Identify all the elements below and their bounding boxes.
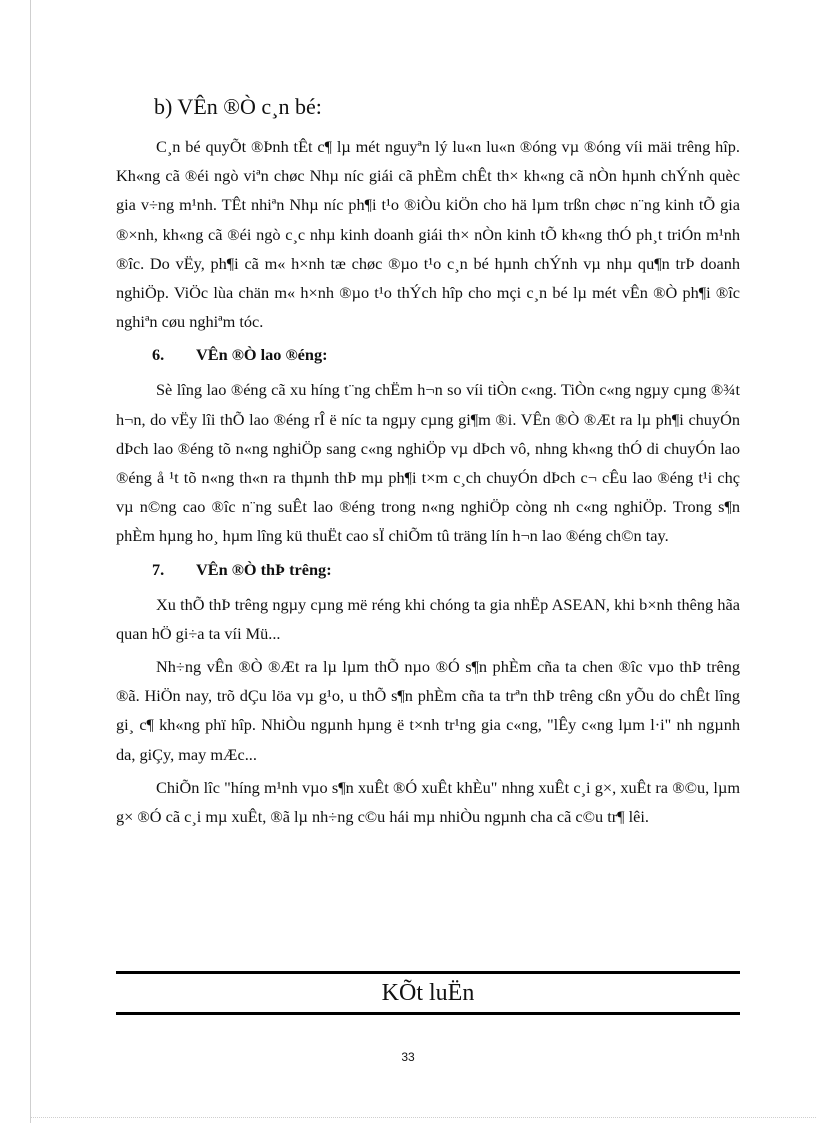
- subsection-heading-b: b) VÊn ®Ò c¸n bé:: [154, 94, 322, 119]
- section-7-paragraph-3: ChiÕn lîc "híng m¹nh vµo s¶n xuÊt ®Ó xuÊt khÈu" nhng xuÊt c¸i g×, xuÊt ra ®©u, lµm g× ®Ó cã c¸i mµ xuÊt, ®ã lµ nh÷ng c©u hái mµ nhiÒu ngµnh cha cã c©u tr¶ lêi.: [116, 777, 740, 827]
- conclusion-header: [116, 971, 740, 1015]
- section-7-heading: [152, 556, 740, 584]
- section-6-paragraph: Sè lîng lao ®éng cã xu híng t¨ng chËm h¬n so víi tiÒn c«ng. TiÒn c«ng ngµy cµng ®¾t h¬n, do vËy lîi thÕ lao ®éng rÎ ë níc ta ngµy cµng gi¶m ®i. VÊn ®Ò ®Æt ra lµ ph¶i chuyÓn dÞch lao ®éng tõ n«ng nghiÖp sang c«ng nghiÖp vµ dÞch vô, nhng kh«ng thÓ di chuyÓn lao ®éng å ¹t tõ n«ng th«n ra thµnh thÞ mµ ph¶i t×m c¸ch chuyÓn dÞch c¬ cÊu lao ®éng t¹i chç vµ n©ng cao ®îc n¨ng suÊt lao ®éng trong n«ng nghiÖp còng nh c«ng nghiÖp. Trong s¶n phÈm hµng ho¸ hµm lîng kü thuËt cao sÏ chiÕm tû träng lín h¬n lao ®éng ch©n tay.: [116, 380, 740, 546]
- subsection-b-paragraph: C¸n bé quyÕt ®Þnh tÊt c¶ lµ mét nguyªn lý lu«n lu«n ®óng vµ ®óng víi mäi trêng hîp. Kh«ng cã ®éi ngò viªn chøc Nhµ níc giái cã phÈm chÊt th× kh«ng cã nÒn hµnh chÝnh quèc gia v÷ng m¹nh. TÊt nhiªn Nhµ níc ph¶i t¹o ®iÒu kiÖn cho hä lµm trßn chøc n¨ng kinh tÕ gia ®×nh, kh«ng cã ®éi ngò c¸c nhµ kinh doanh giái th× nÒn kinh tÕ kh«ng thÓ ph¸t triÓn m¹nh ®îc. Do vËy, ph¶i cã m« h×nh tæ chøc ®µo t¹o c¸n bé hµnh chÝnh vµ nhµ qu¶n trÞ doanh nghiÖp. ViÖc lùa chän m« h×nh ®µo t¹o thÝch hîp cho mçi c¸n bé lµ mét vÊn ®Ò ph¶i ®îc nghiªn cøu nghiªm tóc.: [116, 137, 740, 332]
- section-6-title: VÊn ®Ò lao ®éng:: [196, 345, 328, 365]
- page-bottom-edge: [30, 1117, 816, 1118]
- conclusion-bottom-rule: [116, 1012, 740, 1015]
- section-7-title: VÊn ®Ò thÞ trêng:: [196, 559, 332, 579]
- page-number: 33: [401, 1050, 415, 1064]
- conclusion-top-rule: [116, 971, 740, 974]
- section-6-heading: [152, 341, 740, 369]
- conclusion-title: KÕt luËn: [381, 980, 475, 1006]
- section-7-paragraph-2: Nh÷ng vÊn ®Ò ®Æt ra lµ lµm thÕ nµo ®Ó s¶n phÈm cña ta chen ®îc vµo thÞ trêng ®ã. HiÖn nay, trõ dÇu löa vµ g¹o, u thÕ s¶n phÈm cña ta trªn thÞ trêng cßn yÕu do chÊt lîng gi¸ c¶ kh«ng phï hîp. NhiÒu ngµnh hµng ë t×nh tr¹ng gia c«ng, "lÊy c«ng lµm l·i" nh ngµnh da, giÇy, may mÆc...: [116, 657, 740, 764]
- section-6-number: 6.: [152, 345, 165, 365]
- page-margin-line: [30, 0, 31, 1123]
- section-7-number: 7.: [152, 559, 165, 579]
- section-7-paragraph-1: Xu thÕ thÞ trêng ngµy cµng më réng khi chóng ta gia nhËp ASEAN, khi b×nh thêng hãa quan hÖ gi÷a ta víi Mü...: [116, 594, 740, 643]
- page-body: [116, 90, 740, 835]
